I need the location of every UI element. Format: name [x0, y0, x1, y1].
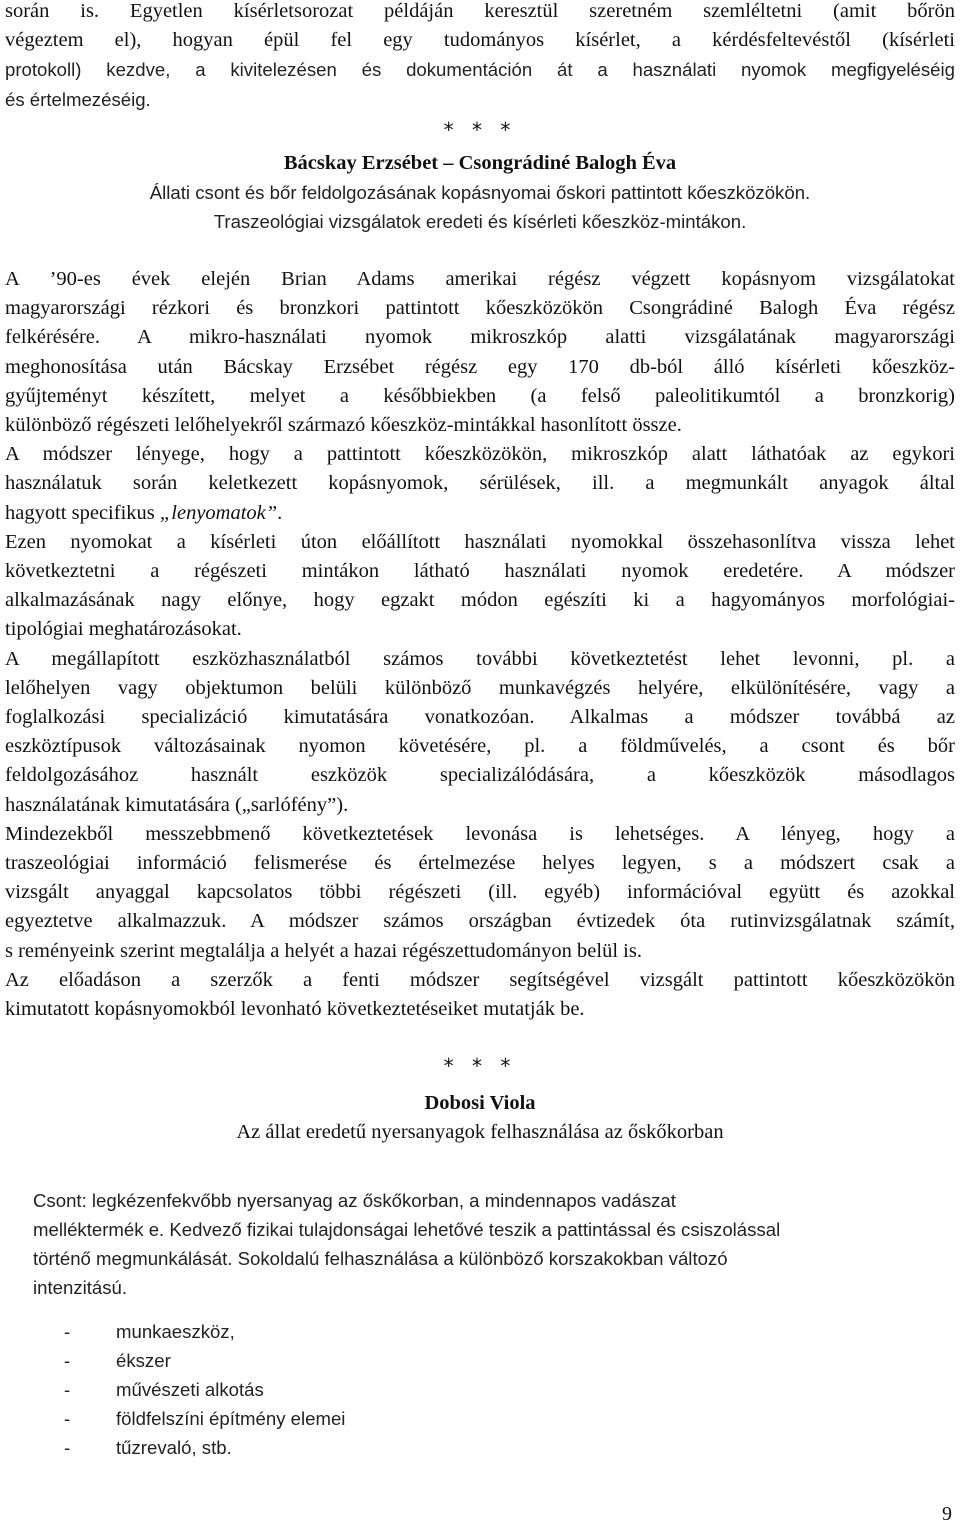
body-line: traszeológiai információ felismerése és értelmezése helyes legyen, s a módszert csak a: [5, 852, 955, 875]
section1-authors: Bácskay Erzsébet – Csongrádiné Balogh Éva: [283, 152, 677, 174]
section2-author: Dobosi Viola: [424, 1092, 536, 1114]
section2-line: történő megmunkálását. Sokoldalú felhasználása a különböző korszakokban változó: [33, 1248, 728, 1269]
body-line: meghonosítása után Bácskay Erzsébet régész egy 170 db-ból álló kísérleti kőeszköz-: [5, 355, 955, 378]
specific-prefix: hagyott specifikus: [5, 501, 160, 524]
body-line: gyűjteményt készített, melyet a későbbiekben (a felső paleolitikumtól a bronzkorig): [5, 384, 955, 407]
body-line: A módszer lényege, hogy a pattintott kőeszközökön, mikroszkóp alatt láthatóak az egykori: [5, 443, 955, 466]
section2-line: intenzitású.: [33, 1277, 128, 1298]
body-line: felkérésére. A mikro-használati nyomok mikroszkóp alatti vizsgálatának magyarországi: [5, 326, 955, 349]
section-separator: * * *: [443, 1054, 517, 1078]
intro-line: során is. Egyetlen kísérletsorozat példáján keresztül szeretném szemléltetni (amit bőrön: [5, 0, 955, 22]
body-line: használatuk során keletkezett kopásnyomok, sérülések, ill. a megmunkált anyagok által: [5, 472, 955, 495]
page-number: 9: [942, 1503, 952, 1525]
body-line: feldolgozásához használt eszközök specializálódására, a kőeszközök másodlagos: [5, 764, 955, 787]
section1-title-line: Állati csont és bőr feldolgozásának kopásnyomai őskori pattintott kőeszközökön.: [149, 182, 811, 204]
body-line: következtetni a régészeti mintákon látható használati nyomok eredetére. A módszer: [5, 560, 955, 583]
body-line: tipológiai meghatározásokat.: [5, 618, 242, 641]
section2-header: [5, 1089, 955, 1147]
section2-list: [64, 1317, 345, 1462]
section2-paragraph: [33, 1186, 913, 1302]
intro-paragraph: [5, 0, 955, 114]
body-line: A megállapított eszközhasználatból számos további következtetést lehet levonni, pl. a: [5, 647, 955, 670]
list-item: - munkaeszköz,: [64, 1321, 235, 1342]
body-line: s reményeink szerint megtalálja a helyét a hazai régészettudományon belül is.: [5, 939, 642, 962]
body-line: Ezen nyomokat a kísérleti úton előállított használati nyomokkal összehasonlítva vissza lehet: [5, 530, 955, 553]
list-item: - művészeti alkotás: [64, 1379, 264, 1400]
body-line: Mindezekből messzebbmenő következtetések levonása is lehetséges. A lényeg, hogy a: [5, 822, 955, 845]
body-line: használatának kimutatására („sarlófény”).: [5, 793, 349, 816]
list-item: - földfelszíni építmény elemei: [64, 1408, 346, 1429]
body-line: [5, 499, 955, 528]
section1-body: [5, 265, 955, 1024]
section2-line: Csont: legkézenfekvőbb nyersanyag az őskőkorban, a mindennapos vadászat: [33, 1190, 676, 1211]
section1-header: [5, 149, 955, 236]
intro-line: és értelmezéséig.: [5, 88, 151, 110]
list-item: - ékszer: [64, 1350, 171, 1371]
specific-suffix: .: [277, 501, 283, 524]
section2-title: Az állat eredetű nyersanyagok felhasználása az őskőkorban: [236, 1121, 724, 1144]
specific-italic: „lenyomatok”: [159, 501, 278, 524]
intro-line: protokoll) kezdve, a kivitelezésen és dokumentáción át a használati nyomok megfigyeléséig: [5, 59, 955, 81]
body-line: magyarországi rézkori és bronzkori pattintott kőeszközökön Csongrádiné Balogh Éva régész: [5, 297, 955, 320]
body-line: vizsgált anyaggal kapcsolatos többi régészeti (ill. egyéb) információval együtt és azokkal: [5, 881, 955, 904]
body-line: egyeztetve alkalmazzuk. A módszer számos országban évtizedek óta rutinvizsgálatnak számít,: [5, 910, 955, 933]
body-line: alkalmazásának nagy előnye, hogy egzakt módon egészíti ki a hagyományos morfológiai-: [5, 589, 955, 612]
body-line: lelőhelyen vagy objektumon belüli különböző munkavégzés helyére, elkülönítésére, vagy a: [5, 676, 955, 699]
section2-line: melléktermék e. Kedvező fizikai tulajdonságai lehetővé teszik a pattintással és csiszolással: [33, 1219, 781, 1240]
intro-line: végeztem el), hogyan épül fel egy tudományos kísérlet, a kérdésfeltevéstől (kísérleti: [5, 29, 955, 52]
body-line: foglalkozási specializáció kimutatására vonatkozóan. Alkalmas a módszer továbbá az: [5, 706, 955, 729]
body-line: kimutatott kopásnyomokból levonható következtetéseiket mutatják be.: [5, 998, 585, 1021]
body-line: különböző régészeti lelőhelyekről származó kőeszköz-mintákkal hasonlított össze.: [5, 414, 682, 437]
section-separator: * * *: [443, 118, 517, 142]
body-line: A ’90-es évek elején Brian Adams amerikai régész végzett kopásnyom vizsgálatokat: [5, 268, 955, 290]
section1-title-line: Traszeológiai vizsgálatok eredeti és kísérleti kőeszköz-mintákon.: [213, 211, 747, 233]
body-line: eszköztípusok változásainak nyomon követésére, pl. a földművelés, a csont és bőr: [5, 735, 955, 758]
body-line: Az előadáson a szerzők a fenti módszer segítségével vizsgált pattintott kőeszközökön: [5, 968, 955, 991]
list-item: - tűzrevaló, stb.: [64, 1437, 232, 1458]
